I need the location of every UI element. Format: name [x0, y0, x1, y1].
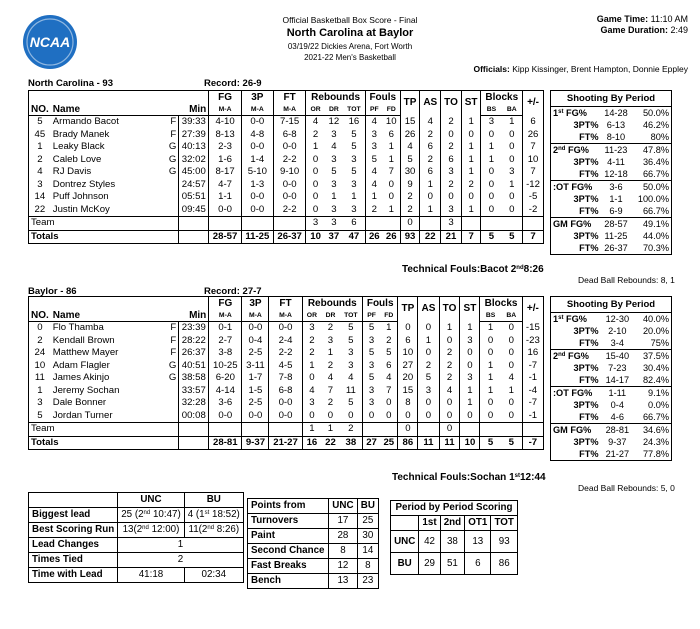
logo-text: NCAA [29, 34, 71, 50]
player-row: 11 James Akinjo G 38:58 6-20 1-7 7-8 0 4 4 5 4 20 5 2 3 1 4 -1 [29, 372, 544, 385]
period-row: FT% 26-37 70.3% [579, 243, 669, 253]
player-row: 24 Matthew Mayer F 26:37 3-8 2-5 2-2 2 1 3 5 5 10 0 2 0 0 0 16 [29, 347, 544, 360]
player-name: Adam Flagler [52, 359, 110, 371]
unc-record: Record: 26-9 [204, 78, 262, 89]
player-row: 5 Armando Bacot F 39:33 4-10 0-0 7-15 4 12 16 4 10 15 4 2 1 3 1 6 [29, 116, 544, 129]
player-row: 22 Justin McKoy 09:45 0-0 0-0 2-2 0 3 3 2 1 2 1 3 1 0 0 -2 [29, 204, 544, 217]
points-from-row: Second Chance 8 14 [248, 544, 379, 559]
period-row: 3PT% 6-13 46.2% [573, 120, 669, 130]
player-name: Justin McKoy [52, 203, 110, 215]
unc-team-line: North Carolina - 93 [28, 78, 113, 89]
player-name: Dontrez Styles [52, 178, 116, 190]
lead-stats-table: UNC BU Biggest lead 25 (2nd 10:47) 4 (1st 18:52) Best Scoring Run 13(2nd 12:00) 11(2nd 8:26) Lead Changes 1 Times Tied 2 Time with Lead 41:18 02:34 [28, 492, 244, 583]
team-row: Team 3 3 6 0 3 [29, 217, 544, 231]
player-name: Matthew Mayer [52, 347, 119, 358]
period-scoring-table: Period by Period Scoring 1st 2nd OT1 TOT UNC 42 38 13 93 BU 29 51 6 86 [390, 500, 518, 575]
player-name: Dale Bonner [52, 397, 107, 408]
period-row: 1st FG% 12-30 40.0% [551, 313, 672, 326]
period-row: FT% 6-9 66.7% [579, 206, 669, 216]
best-run-row: Best Scoring Run 13(2nd 12:00) 11(2nd 8:26) [29, 523, 244, 538]
player-name: RJ Davis [52, 166, 92, 177]
game-time: Game Time: 11:10 AM [596, 14, 688, 24]
period-row: FT% 21-27 77.8% [579, 449, 669, 459]
unc-technical-fouls: Technical Fouls:Bacot 2nd8:26 [402, 264, 544, 275]
period-row: 1st FG% 14-28 50.0% [551, 107, 672, 120]
team-row: Team 1 1 2 0 0 [29, 423, 544, 437]
season: 2021-22 Men's Basketball [304, 53, 396, 62]
totals-row: Totals 28-81 9-37 21-27 16 22 38 27 25 86 11 11 10 5 5 -7 [29, 436, 544, 450]
matchup-title: North Carolina at Baylor [286, 27, 414, 39]
player-name: James Akinjo [52, 372, 110, 383]
bu-shooting-by-period: Shooting By Period 1st FG% 12-30 40.0% 3PT% 2-10 20.0% FT% 3-4 75% 2nd FG% 15-40 37.5% 3PT% 7-23 30.4% FT% 14-17 82.4% :OT FG% 1-11 9.1% 3PT% 0-4 0.0% FT% 4-6 66.7% GM FG% 28-81 34.6% 3PT% 9-37 24.3% FT% 21-27 77.8% [550, 296, 672, 461]
period-scoring-row: UNC 42 38 13 93 [391, 531, 518, 553]
player-name: Kendall Brown [52, 334, 115, 346]
player-row: 4 RJ Davis G 45:00 8-17 5-10 9-10 0 5 5 4 7 30 6 3 1 0 3 7 [29, 166, 544, 179]
lead-changes-row: Lead Changes 1 [29, 538, 244, 553]
times-tied-row: Times Tied 2 [29, 553, 244, 568]
player-row: 10 Adam Flagler G 40:51 10-25 3-11 4-5 1 2 3 3 6 27 2 2 0 1 0 -7 [29, 360, 544, 373]
period-row: 3PT% 11-25 44.0% [573, 231, 669, 241]
venue: 03/19/22 Dickies Arena, Fort Worth [287, 42, 413, 51]
game-duration: Game Duration: 2:49 [600, 25, 688, 35]
officials: Officials: Kipp Kissinger, Brent Hampton, Donnie Eppley [473, 64, 688, 74]
period-row: FT% 8-10 80% [579, 132, 669, 142]
points-from-row: Turnovers 17 25 [248, 514, 379, 529]
player-row: 2 Kendall Brown F 28:22 2-7 0-4 2-4 2 3 5 3 2 6 1 0 3 0 0 -23 [29, 335, 544, 348]
player-row: 3 Dale Bonner 32:28 3-6 2-5 0-0 3 2 5 3 0 8 0 0 1 0 0 -7 [29, 397, 544, 410]
bu-dead-ball: Dead Ball Rebounds: 5, 0 [578, 483, 675, 493]
player-name: Leaky Black [52, 141, 105, 152]
points-from-table: Points from UNC BU Turnovers 17 25 Paint 28 30 Second Chance 8 14 Fast Breaks 12 8 Bench 13 23 [247, 498, 379, 589]
period-row: GM FG% 28-81 34.6% [551, 424, 672, 437]
period-row: 3PT% 1-1 100.0% [573, 194, 669, 204]
period-row: :OT FG% 1-11 9.1% [551, 387, 672, 400]
player-row: 2 Caleb Love G 32:02 1-6 1-4 2-2 0 3 3 5 1 5 2 6 1 1 0 10 [29, 154, 544, 167]
bu-record: Record: 27-7 [204, 286, 262, 297]
points-from-row: Paint 28 30 [248, 529, 379, 544]
totals-row: Totals 28-57 11-25 26-37 10 37 47 26 26 93 22 21 7 5 5 7 [29, 230, 544, 244]
ncaa-logo [22, 14, 78, 70]
period-row: 3PT% 9-37 24.3% [573, 437, 669, 447]
player-name: Jeremy Sochan [52, 384, 120, 396]
unc-shooting-by-period: Shooting By Period 1st FG% 14-28 50.0% 3PT% 6-13 46.2% FT% 8-10 80% 2nd FG% 11-23 47.8% 3PT% 4-11 36.4% FT% 12-18 66.7% :OT FG% 3-6 50.0% 3PT% 1-1 100.0% FT% 6-9 66.7% GM FG% 28-57 49.1% 3PT% 11-25 44.0% FT% 26-37 70.3% [550, 90, 672, 255]
period-row: 2nd FG% 15-40 37.5% [551, 350, 672, 363]
player-row: 1 Jeremy Sochan 33:57 4-14 1-5 6-8 4 7 11 3 7 15 3 4 1 1 1 -4 [29, 385, 544, 398]
doc-title: Official Basketball Box Score - Final [282, 15, 418, 25]
player-name: Brady Manek [52, 128, 110, 140]
player-row: 14 Puff Johnson 05:51 1-1 0-0 0-0 0 1 1 1 0 2 0 0 0 0 0 -5 [29, 191, 544, 204]
period-row: FT% 14-17 82.4% [579, 375, 669, 385]
player-row: 5 Jordan Turner 00:08 0-0 0-0 0-0 0 0 0 0 0 0 0 0 0 0 0 -1 [29, 410, 544, 423]
period-row: 3PT% 0-4 0.0% [573, 400, 669, 410]
period-row: FT% 12-18 66.7% [579, 169, 669, 179]
bu-technical-fouls: Technical Fouls:Sochan 1st12:44 [392, 472, 546, 483]
player-name: Flo Thamba [52, 322, 104, 333]
player-name: Jordan Turner [52, 409, 113, 421]
period-scoring-row: BU 29 51 6 86 [391, 553, 518, 575]
player-name: Armando Bacot [52, 116, 119, 127]
player-row: 1 Leaky Black G 40:13 2-3 0-0 0-0 1 4 5 3 1 4 6 2 1 1 0 7 [29, 141, 544, 154]
period-row: :OT FG% 3-6 50.0% [551, 181, 672, 194]
player-row: 45 Brady Manek F 27:39 8-13 4-8 6-8 2 3 5 3 6 26 2 0 0 0 0 26 [29, 129, 544, 142]
time-with-lead-row: Time with Lead 41:18 02:34 [29, 568, 244, 583]
period-row: 3PT% 2-10 20.0% [573, 326, 669, 336]
period-row: FT% 3-4 75% [579, 338, 669, 348]
bu-box-score: FG 3P FT Rebounds Fouls TP AS TO ST Blocks +/- NO. Name Min M-A M-A M-A OR DR TOT PF FD BS BA 0 Flo Thamba F 23:39 0-1 0-0 0-0 3 2 5 5 1 0 0 1 1 1 0 -15 2 Kendall Brown F 28:22 2-7 0-4 2-4 2 3 5 3 2 6 1 0 3 0 0 -23 24 Matthew Mayer F 26:37 3-8 2-5 2-2 2 1 3 5 5 10 0 2 0 0 0 16 10 Adam Flagler G 40:51 10-25 3-11 4-5 1 2 3 3 6 27 2 2 0 1 0 -7 11 James Akinjo G 38:58 6-20 1-7 7-8 0 4 4 5 4 20 5 2 3 1 4 -1 1 Jeremy Sochan 33:57 4-14 1-5 6-8 4 7 11 3 7 15 3 4 1 1 1 -4 3 Dale Bonner 32:28 3-6 2-5 0-0 3 2 5 3 0 8 0 0 1 0 0 -7 5 Jordan Turner 00:08 0-0 0-0 0-0 0 0 0 0 0 0 0 0 0 0 0 -1 Team 1 1 2 0 0 Totals 28-81 9-37 21-27 16 22 38 27 25 86 11 11 10 5 5 -7 [28, 296, 544, 450]
unc-dead-ball: Dead Ball Rebounds: 8, 1 [578, 275, 675, 285]
player-name: Puff Johnson [52, 191, 109, 202]
player-row: 3 Dontrez Styles 24:57 4-7 1-3 0-0 0 3 3 4 0 9 1 2 2 0 1 -12 [29, 179, 544, 192]
points-from-row: Bench 13 23 [248, 574, 379, 589]
points-from-row: Fast Breaks 12 8 [248, 559, 379, 574]
period-row: FT% 4-6 66.7% [579, 412, 669, 422]
period-row: GM FG% 28-57 49.1% [551, 218, 672, 231]
biggest-lead-row: Biggest lead 25 (2nd 10:47) 4 (1st 18:52) [29, 508, 244, 523]
period-row: 3PT% 7-23 30.4% [573, 363, 669, 373]
player-name: Caleb Love [52, 153, 102, 165]
period-row: 2nd FG% 11-23 47.8% [551, 144, 672, 157]
player-row: 0 Flo Thamba F 23:39 0-1 0-0 0-0 3 2 5 5 1 0 0 1 1 1 0 -15 [29, 322, 544, 335]
period-row: 3PT% 4-11 36.4% [573, 157, 669, 167]
bu-team-line: Baylor - 86 [28, 286, 77, 297]
unc-box-score: FG 3P FT Rebounds Fouls TP AS TO ST Blocks +/- NO. Name Min M-A M-A M-A OR DR TOT PF FD BS BA 5 Armando Bacot F 39:33 4-10 0-0 7-15 4 12 16 4 10 15 4 2 1 3 1 6 45 Brady Manek F 27:39 8-13 4-8 6-8 2 3 5 3 6 26 2 0 0 0 0 26 1 Leaky Black G 40:13 2-3 0-0 0-0 1 4 5 3 1 4 6 2 1 1 0 7 2 Caleb Love G 32:02 1-6 1-4 2-2 0 3 3 5 1 5 2 6 1 1 0 10 4 RJ Davis G 45:00 8-17 5-10 9-10 0 5 5 4 7 30 6 3 1 0 3 7 3 Dontrez Styles 24:57 4-7 1-3 0-0 0 3 3 4 0 9 1 2 2 0 1 -12 14 Puff Johnson 05:51 1-1 0-0 0-0 0 1 1 1 0 2 0 0 0 0 0 -5 22 Justin McKoy 09:45 0-0 0-0 2-2 0 3 3 2 1 2 1 3 1 0 0 -2 Team 3 3 6 0 3 Totals 28-57 11-25 26-37 10 37 47 26 26 93 22 21 7 5 5 7 [28, 90, 544, 244]
